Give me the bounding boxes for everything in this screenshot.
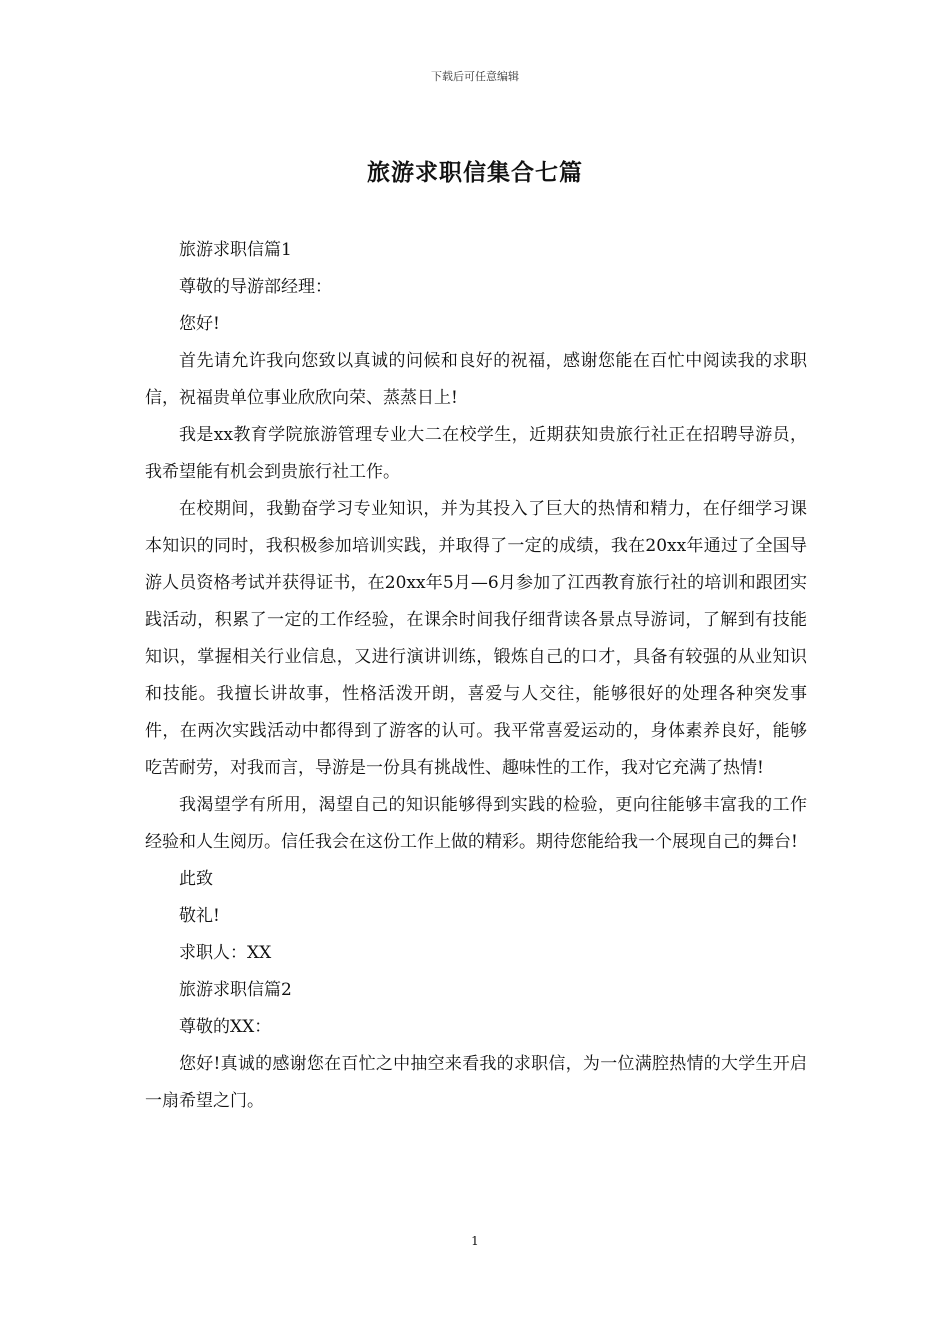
document-title: 旅游求职信集合七篇 [367, 159, 583, 186]
signature: 求职人：XX [179, 943, 272, 963]
section-heading-2: 旅游求职信篇2 [179, 980, 292, 1000]
closing-line: 此致 [179, 869, 213, 889]
closing-regards: 敬礼! [179, 906, 220, 926]
body-paragraph: 我是xx教育学院旅游管理专业大二在校学生，近期获知贵旅行社正在招聘导游员，我希望能有机会到贵旅行社工作。 [145, 425, 807, 482]
body-paragraph: 我渴望学有所用，渴望自己的知识能够得到实践的检验，更向往能够丰富我的工作经验和人生阅历。信任我会在这份工作上做的精彩。期待您能给我一个展现自己的舞台! [145, 795, 807, 852]
salutation: 尊敬的导游部经理： [179, 277, 332, 297]
page-number: 1 [471, 1234, 479, 1248]
body-paragraph: 您好!真诚的感谢您在百忙之中抽空来看我的求职信，为一位满腔热情的大学生开启一扇希望之门。 [145, 1054, 807, 1111]
section-heading-1: 旅游求职信篇1 [179, 240, 292, 260]
document-body [145, 232, 807, 1120]
header-note: 下载后可任意编辑 [431, 70, 519, 83]
body-paragraph: 首先请允许我向您致以真诚的问候和良好的祝福，感谢您能在百忙中阅读我的求职信，祝福贵单位事业欣欣向荣、蒸蒸日上! [145, 351, 807, 408]
salutation: 尊敬的XX： [179, 1017, 272, 1037]
body-paragraph: 在校期间，我勤奋学习专业知识，并为其投入了巨大的热情和精力，在仔细学习课本知识的同时，我积极参加培训实践，并取得了一定的成绩，我在20xx年通过了全国导游人员资格考试并获得证书，在20xx年5月—6月参加了江西教育旅行社的培训和跟团实践活动，积累了一定的工作经验，在课余时间我仔细背读各景点导游词，了解到有技能知识，掌握相关行业信息，又进行演讲训练，锻炼自己的口才，具备有较强的从业知识和技能。我擅长讲故事，性格活泼开朗，喜爱与人交往，能够很好的处理各种突发事件，在两次实践活动中都得到了游客的认可。我平常喜爱运动的，身体素养良好，能够吃苦耐劳，对我而言，导游是一份具有挑战性、趣味性的工作，我对它充满了热情! [145, 499, 807, 778]
greeting: 您好! [179, 314, 220, 334]
